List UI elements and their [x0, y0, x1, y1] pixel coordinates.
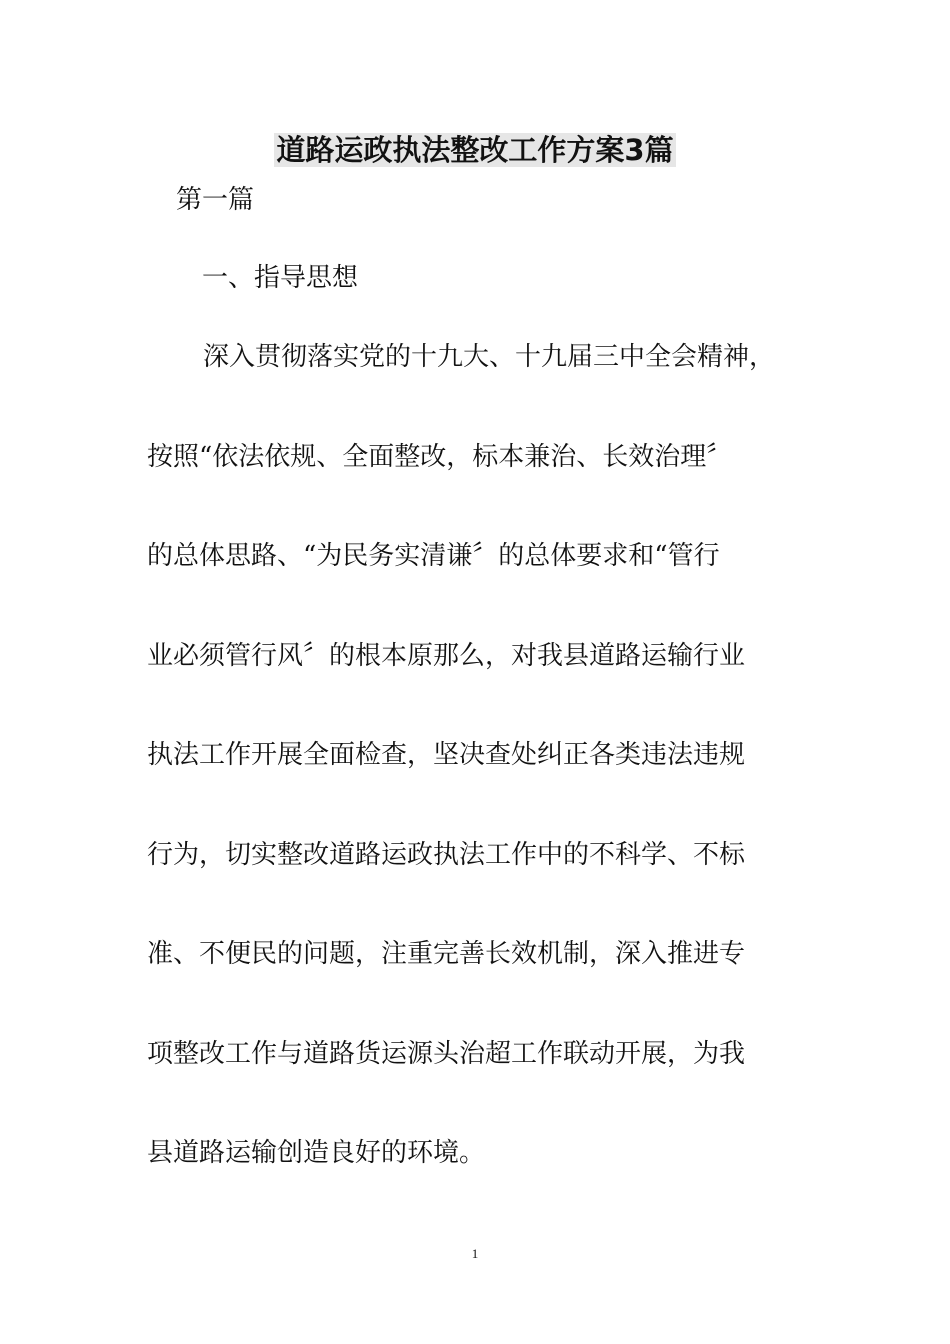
paragraph-line: 行为，切实整改道路运政执法工作中的不科学、不标 — [147, 839, 746, 870]
paragraph-line: 按照“依法依规、全面整改，标本兼治、长效治理〞 — [147, 441, 733, 472]
paragraph-line: 准、不便民的问题，注重完善长效机制，深入推进专 — [147, 939, 746, 969]
part-label: 第一篇 — [176, 185, 255, 215]
document-title — [0, 128, 950, 172]
body-paragraph — [147, 325, 817, 1221]
paragraph-line: 的总体思路、“为民务实清谦〞的总体要求和“管行 — [147, 541, 720, 571]
paragraph-line: 项整改工作与道路货运源头治超工作联动开展，为我 — [147, 1038, 746, 1069]
paragraph-line: 县道路运输创造良好的环境。 — [147, 1138, 486, 1168]
section-heading: 一、指导思想 — [202, 263, 359, 293]
paragraph-line: 执法工作开展全面检查，坚决查处纠正各类违法违规 — [147, 740, 746, 770]
page-number: 1 — [471, 1246, 479, 1261]
paragraph-line: 业必须管行风〞的根本原那么，对我县道路运输行业 — [147, 640, 746, 671]
document-title-text: 道路运政执法整改工作方案3篇 — [276, 133, 674, 167]
paragraph-line: 深入贯彻落实党的十九大、十九届三中全会精神， — [203, 342, 776, 372]
